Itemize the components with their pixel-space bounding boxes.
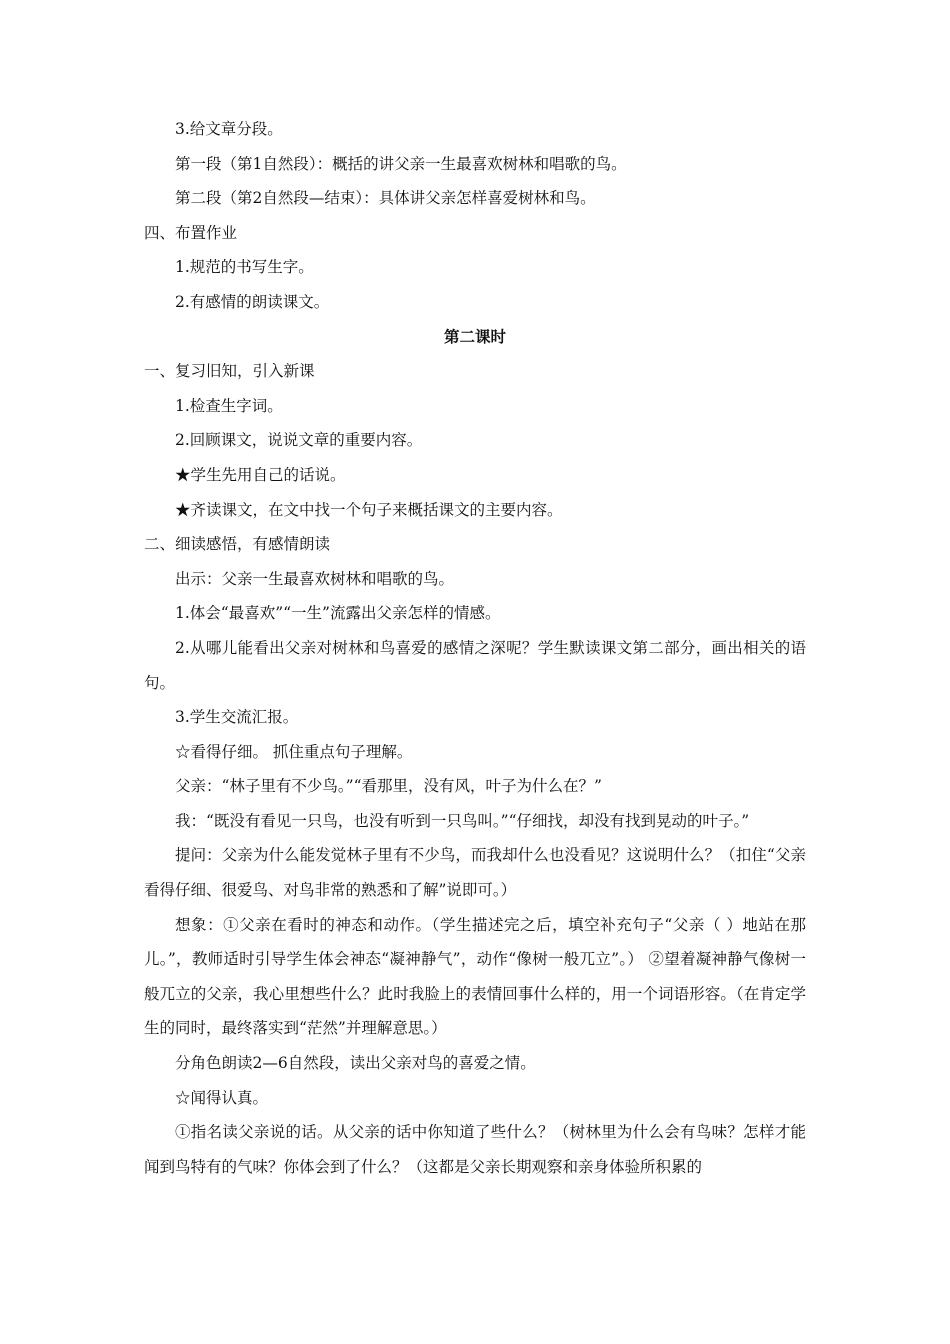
document-page xyxy=(144,112,806,1184)
review-star-1: ★学生先用自己的话说。 xyxy=(175,465,346,484)
homework-item-2: 2.有感情的朗读课文。 xyxy=(175,292,330,311)
section-heading-homework: 四、布置作业 xyxy=(144,223,238,242)
reading-item-3: 3.学生交流汇报。 xyxy=(175,708,299,727)
look-carefully: ☆看得仔细。 抓住重点句子理解。 xyxy=(175,742,413,761)
reading-item-2: 2.从哪儿能看出父亲对树林和鸟喜爱的感情之深呢？学生默读课文第二部分，画出相关的语句。 xyxy=(144,638,806,692)
my-quote: 我：“既没有看见一只鸟，也没有听到一只鸟叫。”“仔细找，却没有找到晃动的叶子。” xyxy=(175,811,750,830)
imagine-paragraph: 想象：①父亲在看时的神态和动作。（学生描述完之后，填空补充句子“父亲（ ）地站在那儿。”，教师适时引导学生体会神态“凝神静气”，动作“像树一般兀立”。） ②望着凝神静气像树一般兀立的父亲，我心里想些什么？此时我脸上的表情回事什么样的，用一个词语形容。（在肯定学生的同时，最终落实到“茫然”并理解意思。） xyxy=(144,915,806,1038)
father-quote: 父亲：“林子里有不少鸟。”“看那里，没有风，叶子为什么在？” xyxy=(175,777,602,796)
reading-show: 出示：父亲一生最喜欢树林和唱歌的鸟。 xyxy=(175,569,455,588)
review-item-1: 1.检查生字词。 xyxy=(175,396,283,415)
homework-item-1: 1.规范的书写生字。 xyxy=(175,258,314,277)
lesson-title: 第二课时 xyxy=(443,327,506,346)
section-heading-reading: 二、细读感悟，有感情朗读 xyxy=(144,535,331,554)
segment-one: 第一段（第1自然段）：概括的讲父亲一生最喜欢树林和唱歌的鸟。 xyxy=(175,154,627,173)
review-star-2: ★齐读课文，在文中找一个句子来概括课文的主要内容。 xyxy=(175,500,563,519)
segment-two: 第二段（第2自然段—结束）：具体讲父亲怎样喜爱树林和鸟。 xyxy=(175,189,596,208)
section-heading-review: 一、复习旧知，引入新课 xyxy=(144,362,315,381)
step-3-segmenting: 3.给文章分段。 xyxy=(175,120,283,138)
reading-item-1: 1.体会“最喜欢”“一生”流露出父亲怎样的情感。 xyxy=(175,604,501,623)
role-reading: 分角色朗读2—6自然段，读出父亲对鸟的喜爱之情。 xyxy=(175,1054,536,1073)
review-item-2: 2.回顾课文，说说文章的重要内容。 xyxy=(175,431,423,450)
smell-carefully: ☆闻得认真。 xyxy=(175,1088,269,1107)
question-paragraph: 提问：父亲为什么能发觉林子里有不少鸟，而我却什么也没看见？这说明什么？（扣住“父亲看得仔细、很爱鸟、对鸟非常的熟悉和了解”说即可。） xyxy=(144,846,806,900)
father-words-paragraph: ①指名读父亲说的话。从父亲的话中你知道了些什么？（树林里为什么会有鸟味？怎样才能闻到鸟特有的气味？你体会到了什么？（这都是父亲长期观察和亲身体验所积累的 xyxy=(144,1123,806,1176)
